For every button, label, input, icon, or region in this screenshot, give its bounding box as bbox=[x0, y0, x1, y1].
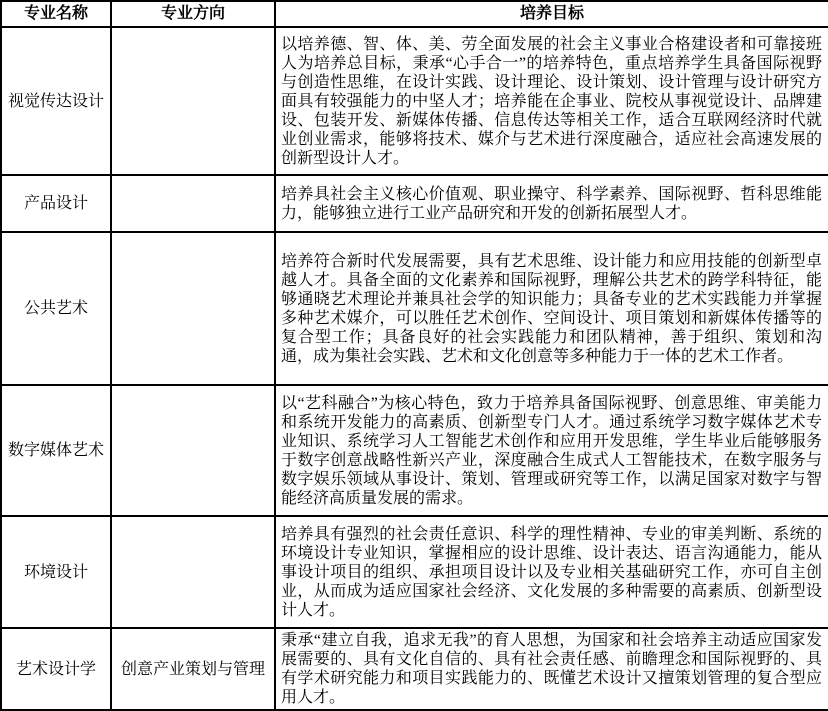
table-row bbox=[1, 385, 828, 516]
table-row bbox=[1, 628, 828, 710]
training-objective-cell: 培养符合新时代发展需要，具有艺术思维、设计能力和应用技能的创新型卓越人才。具备全面的文化素养和国际视野，理解公共艺术的跨学科特征，能够通晓艺术理论并兼具社会学的知识能力；具备专业的艺术实践能力并掌握多种艺术媒介，可以胜任艺术创作、空间设计、项目策划和新媒体传播等的复合型工作；具备良好的社会实践能力和团队精神，善于组织、策划和沟通，成为集社会实践、艺术和文化创意等多种能力于一体的艺术工作者。 bbox=[275, 232, 828, 385]
major-name-cell: 环境设计 bbox=[1, 516, 111, 628]
major-direction-cell bbox=[111, 385, 275, 516]
table-row bbox=[1, 27, 828, 175]
training-objective-cell: 秉承“建立自我，追求无我”的育人思想，为国家和社会培养主动适应国家发展需要的、具有文化自信的、具有社会责任感、前瞻理念和国际视野的、具有学术研究能力和项目实践能力的、既懂艺术设计又擅策划管理的复合型应用人才。 bbox=[275, 628, 828, 710]
table-row bbox=[1, 232, 828, 385]
major-direction-cell bbox=[111, 232, 275, 385]
header-row bbox=[1, 1, 828, 27]
major-direction-cell: 创意产业策划与管理 bbox=[111, 628, 275, 710]
training-objective-cell: 以“艺科融合”为核心特色，致力于培养具备国际视野、创意思维、审美能力和系统开发能力的高素质、创新型专门人才。通过系统学习数字媒体艺术专业知识、系统学习人工智能艺术创作和应用开发思维，学生毕业后能够服务于数字创意战略性新兴产业，深度融合生成式人工智能技术，在数字服务与数字娱乐领域从事设计、策划、管理或研究等工作，以满足国家对数字与智能经济高质量发展的需求。 bbox=[275, 385, 828, 516]
major-name-cell: 艺术设计学 bbox=[1, 628, 111, 710]
major-name-cell: 产品设计 bbox=[1, 175, 111, 232]
training-objective-cell: 培养具有强烈的社会责任意识、科学的理性精神、专业的审美判断、系统的环境设计专业知识，掌握相应的设计思维、设计表达、语言沟通能力，能从事设计项目的组织、承担项目设计以及专业相关基础研究工作，亦可自主创业，从而成为适应国家社会经济、文化发展的多种需要的高素质、创新型设计人才。 bbox=[275, 516, 828, 628]
header-major-direction: 专业方向 bbox=[111, 1, 275, 27]
header-training-objective: 培养目标 bbox=[275, 1, 828, 27]
table-row bbox=[1, 516, 828, 628]
major-direction-cell bbox=[111, 27, 275, 175]
major-direction-cell bbox=[111, 516, 275, 628]
major-name-cell: 视觉传达设计 bbox=[1, 27, 111, 175]
major-name-cell: 数字媒体艺术 bbox=[1, 385, 111, 516]
major-direction-cell bbox=[111, 175, 275, 232]
training-objective-cell: 以培养德、智、体、美、劳全面发展的社会主义事业合格建设者和可靠接班人为培养总目标，秉承“心手合一”的培养特色，重点培养学生具备国际视野与创造性思维，在设计实践、设计理论、设计策划、设计管理与设计研究方面具有较强能力的中坚人才；培养能在企事业、院校从事视觉设计、品牌建设、包装开发、新媒体传播、信息传达等相关工作，适合互联网经济时代就业创业需求，能够将技术、媒介与艺术进行深度融合，适应社会高速发展的创新型设计人才。 bbox=[275, 27, 828, 175]
header-major-name: 专业名称 bbox=[1, 1, 111, 27]
table-row bbox=[1, 175, 828, 232]
major-name-cell: 公共艺术 bbox=[1, 232, 111, 385]
training-objective-cell: 培养具社会主义核心价值观、职业操守、科学素养、国际视野、哲科思维能力，能够独立进行工业产品研究和开发的创新拓展型人才。 bbox=[275, 175, 828, 232]
